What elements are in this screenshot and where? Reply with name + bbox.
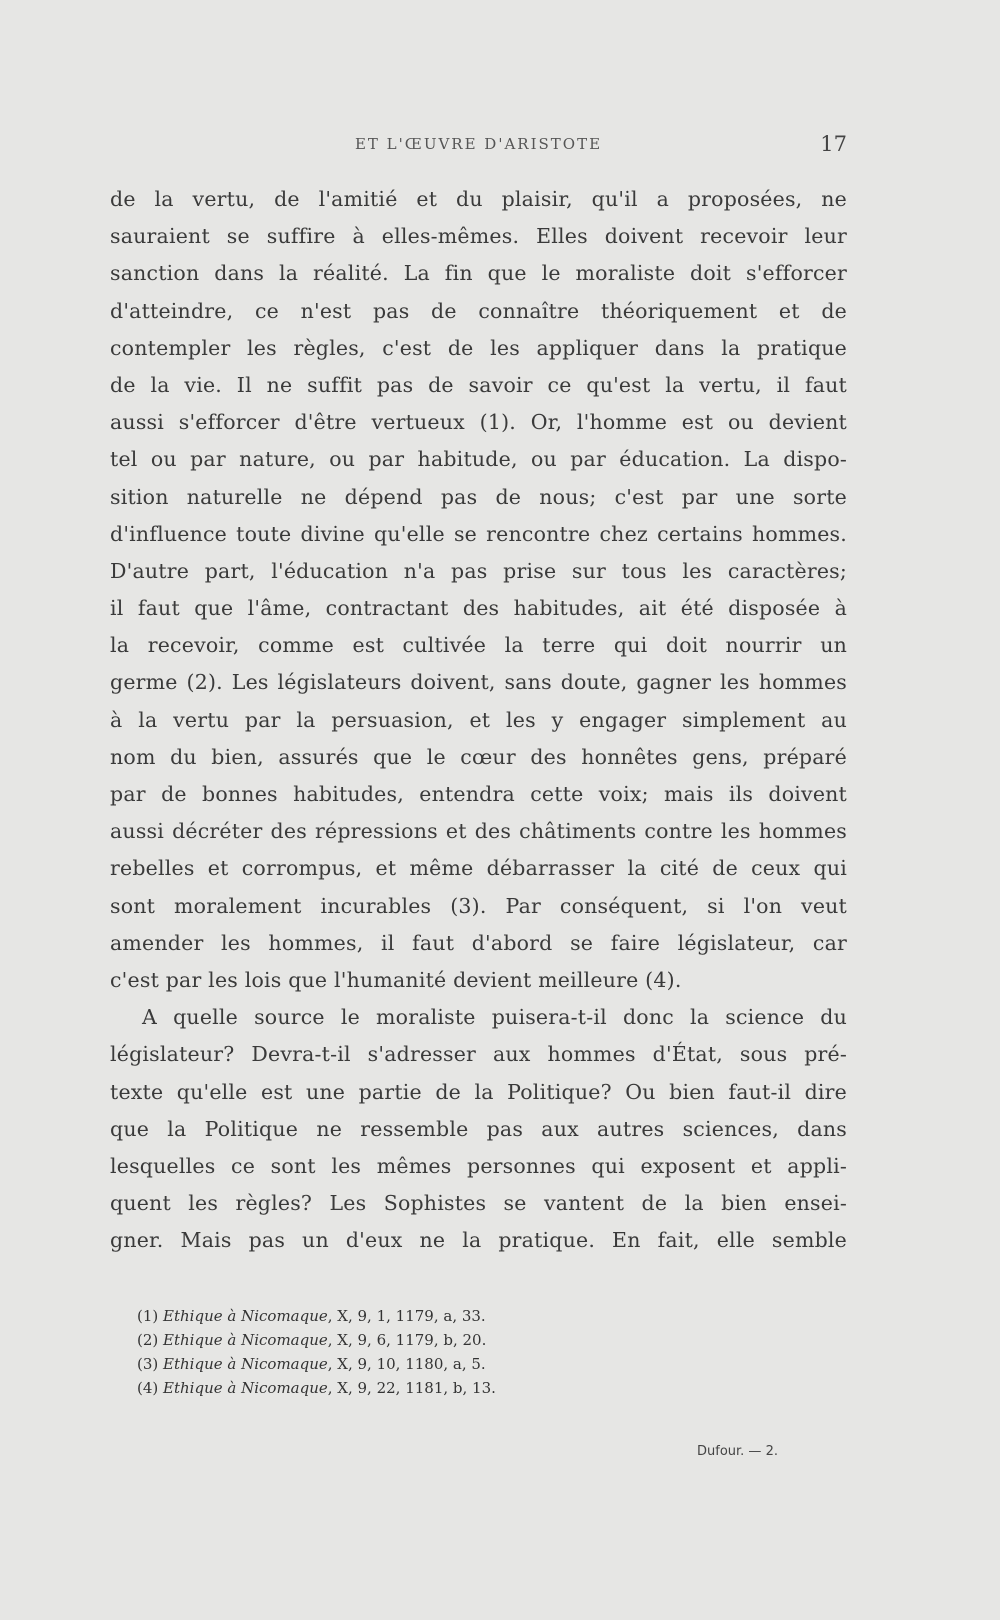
text-line: texte qu'elle est une partie de la Politique? Ou bien faut-il dire [110,1079,847,1104]
body-text [110,181,847,1259]
running-head [110,132,847,159]
running-title: ET L'ŒUVRE D'ARISTOTE [354,135,603,153]
footnote-reference: , X, 9, 10, 1180, a, 5. [327,1355,486,1373]
footnote-number: (2) [137,1331,159,1349]
footnote-work: Ethique à Nicomaque [163,1379,328,1397]
text-line: la recevoir, comme est cultivée la terre qui doit nourrir un [110,633,847,658]
text-line: gner. Mais pas un d'eux ne la pratique. En fait, elle semble [110,1228,847,1253]
text-line: A quelle source le moraliste puisera-t-il donc la science du [142,1005,847,1030]
footnote-work: Ethique à Nicomaque [163,1331,328,1349]
text-line: sauraient se suffire à elles-mêmes. Elles doivent recevoir leur [110,224,847,249]
text-line: rebelles et corrompus, et même débarrasser la cité de ceux qui [110,856,847,881]
text-line: sition naturelle ne dépend pas de nous; c'est par une sorte [110,484,847,509]
footnote-number: (1) [137,1307,159,1325]
footnote-number: (4) [137,1379,159,1397]
text-line: aussi décréter des répressions et des châtiments contre les hommes [110,819,847,844]
text-line: c'est par les lois que l'humanité devient meilleure (4). [110,967,682,992]
text-line: aussi s'efforcer d'être vertueux (1). Or, l'homme est ou devient [110,410,847,435]
printer-signature: Dufour. — 2. [697,1444,778,1459]
text-line: D'autre part, l'éducation n'a pas prise sur tous les caractères; [110,558,847,583]
text-line: à la vertu par la persuasion, et les y engager simplement au [110,707,847,732]
footnote [137,1352,837,1376]
text-line: germe (2). Les législateurs doivent, sans doute, gagner les hommes [110,670,847,695]
text-line: amender les hommes, il faut d'abord se faire législateur, car [110,930,847,955]
text-line: nom du bien, assurés que le cœur des honnêtes gens, préparé [110,744,847,769]
footnote [137,1328,837,1352]
footnote-work: Ethique à Nicomaque [163,1307,328,1325]
text-line: par de bonnes habitudes, entendra cette voix; mais ils doivent [110,782,847,806]
text-line: lesquelles ce sont les mêmes personnes qui exposent et appli- [110,1153,847,1178]
text-line: de la vertu, de l'amitié et du plaisir, qu'il a proposées, ne [110,187,847,211]
footnote-reference: , X, 9, 6, 1179, b, 20. [327,1331,487,1349]
footnote-number: (3) [137,1355,159,1373]
text-line: il faut que l'âme, contractant des habitudes, ait été disposée à [110,596,847,621]
footnote [137,1376,837,1400]
text-line: d'atteindre, ce n'est pas de connaître théoriquement et de [110,298,847,323]
text-line: tel ou par nature, ou par habitude, ou par éducation. La dispo- [110,447,847,472]
paragraph-1 [110,181,847,999]
page-number: 17 [820,132,847,156]
footnote-work: Ethique à Nicomaque [163,1355,328,1373]
text-line: d'influence toute divine qu'elle se rencontre chez certains hommes. [110,521,847,546]
text-line: quent les règles? Les Sophistes se vantent de la bien ensei- [110,1191,847,1216]
text-line: que la Politique ne ressemble pas aux autres sciences, dans [110,1116,847,1141]
paragraph-2 [110,999,847,1259]
text-line: législateur? Devra-t-il s'adresser aux hommes d'État, sous pré- [110,1042,847,1067]
footnote-reference: , X, 9, 22, 1181, b, 13. [327,1379,496,1397]
text-line: sanction dans la réalité. La fin que le moraliste doit s'efforcer [110,261,847,286]
footnotes [137,1304,837,1400]
footnote-reference: , X, 9, 1, 1179, a, 33. [327,1307,486,1325]
text-line: contempler les règles, c'est de les appliquer dans la pratique [110,335,847,360]
text-line: sont moralement incurables (3). Par conséquent, si l'on veut [110,893,847,918]
footnote [137,1304,837,1328]
text-line: de la vie. Il ne suffit pas de savoir ce qu'est la vertu, il faut [110,372,847,397]
